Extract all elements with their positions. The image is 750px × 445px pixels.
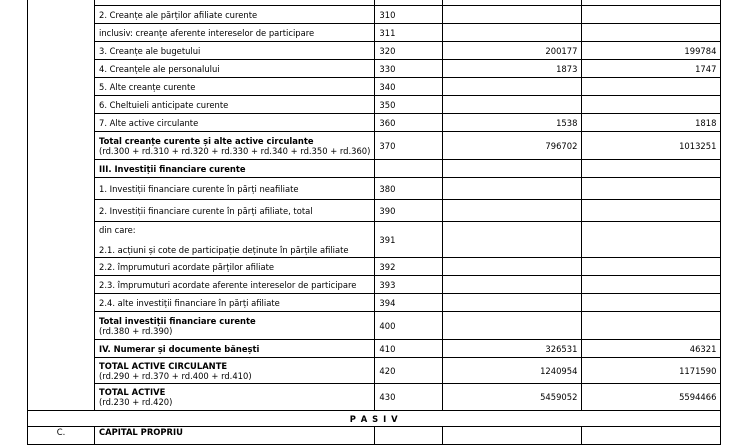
section-heading: CAPITAL PROPRIU bbox=[95, 427, 375, 445]
row-value-start bbox=[443, 96, 582, 114]
row-value-start bbox=[443, 200, 582, 222]
row-code: 330 bbox=[375, 60, 443, 78]
row-code: 420 bbox=[375, 358, 443, 384]
row-value-start: 1538 bbox=[443, 114, 582, 132]
row-value-end: 1747 bbox=[582, 60, 721, 78]
total-formula: (rd.300 + rd.310 + rd.320 + rd.330 + rd.340 + rd.350 + rd.360) bbox=[99, 145, 371, 156]
row-label: 1. Investiții financiare curente în părți neafiliate bbox=[95, 178, 375, 200]
row-code: 393 bbox=[375, 276, 443, 294]
section-letter: C. bbox=[28, 427, 95, 445]
row-value-end bbox=[582, 427, 721, 445]
row-value-end bbox=[582, 312, 721, 340]
row-value-start bbox=[443, 178, 582, 200]
row-value-start: 326531 bbox=[443, 340, 582, 358]
row-value-start: 796702 bbox=[443, 132, 582, 160]
row-code: 320 bbox=[375, 42, 443, 60]
row-label-detail: 2.1. acțiuni și cote de participație deținute în părțile afiliate bbox=[99, 244, 349, 255]
table-row bbox=[28, 222, 721, 258]
row-label: inclusiv: creanțe aferente intereselor de participare bbox=[95, 24, 375, 42]
row-value-end bbox=[582, 222, 721, 258]
pasiv-row bbox=[28, 411, 721, 427]
table-row bbox=[28, 78, 721, 96]
table-row-total bbox=[28, 312, 721, 340]
row-value-start bbox=[443, 276, 582, 294]
row-label: 2.2. împrumuturi acordate părților afiliate bbox=[95, 258, 375, 276]
table-row bbox=[28, 6, 721, 24]
row-label bbox=[95, 132, 375, 160]
row-value-end bbox=[582, 24, 721, 42]
table-row bbox=[28, 178, 721, 200]
row-label bbox=[95, 384, 375, 411]
row-code: 390 bbox=[375, 200, 443, 222]
row-value-end bbox=[582, 178, 721, 200]
row-value-start bbox=[443, 78, 582, 96]
section-heading: III. Investiții financiare curente bbox=[95, 160, 375, 178]
row-label-prefix: din care: bbox=[99, 224, 136, 235]
row-value-start: 1873 bbox=[443, 60, 582, 78]
row-code: 380 bbox=[375, 178, 443, 200]
row-value-start: 5459052 bbox=[443, 384, 582, 411]
row-value-start bbox=[443, 24, 582, 42]
total-label: TOTAL ACTIVE bbox=[99, 387, 166, 397]
table-row-section bbox=[28, 160, 721, 178]
row-code bbox=[375, 160, 443, 178]
table-row bbox=[28, 60, 721, 78]
row-value-end: 199784 bbox=[582, 42, 721, 60]
row-label bbox=[95, 312, 375, 340]
table-row-total bbox=[28, 132, 721, 160]
row-code: 311 bbox=[375, 24, 443, 42]
row-code: 310 bbox=[375, 6, 443, 24]
row-code: 391 bbox=[375, 222, 443, 258]
row-value-start bbox=[443, 294, 582, 312]
row-value-start: 200177 bbox=[443, 42, 582, 60]
row-value-end: 46321 bbox=[582, 340, 721, 358]
row-label: 5. Alte creanțe curente bbox=[95, 78, 375, 96]
row-label: 7. Alte active circulante bbox=[95, 114, 375, 132]
row-value-end bbox=[582, 78, 721, 96]
row-code: 394 bbox=[375, 294, 443, 312]
row-label: 2.3. împrumuturi acordate aferente intereselor de participare bbox=[95, 276, 375, 294]
row-code: 370 bbox=[375, 132, 443, 160]
row-label bbox=[95, 358, 375, 384]
row-code: 430 bbox=[375, 384, 443, 411]
row-label: 2.4. alte investiții financiare în părți afiliate bbox=[95, 294, 375, 312]
total-label: TOTAL ACTIVE CIRCULANTE bbox=[99, 360, 228, 371]
table-row-section bbox=[28, 340, 721, 358]
table-row bbox=[28, 200, 721, 222]
table-row-total bbox=[28, 358, 721, 384]
row-value-end bbox=[582, 96, 721, 114]
row-value-end bbox=[582, 276, 721, 294]
row-value-end bbox=[582, 160, 721, 178]
row-value-end: 5594466 bbox=[582, 384, 721, 411]
row-value-start bbox=[443, 160, 582, 178]
table-row bbox=[28, 96, 721, 114]
row-code bbox=[375, 427, 443, 445]
row-value-end: 1171590 bbox=[582, 358, 721, 384]
total-label: Total investiții financiare curente bbox=[99, 315, 256, 326]
row-value-end bbox=[582, 6, 721, 24]
row-label bbox=[95, 222, 375, 258]
row-code: 410 bbox=[375, 340, 443, 358]
row-value-end: 1013251 bbox=[582, 132, 721, 160]
row-value-start bbox=[443, 258, 582, 276]
row-label: 2. Investiții financiare curente în părți afiliate, total bbox=[95, 200, 375, 222]
row-label: 3. Creanțe ale bugetului bbox=[95, 42, 375, 60]
row-code: 360 bbox=[375, 114, 443, 132]
total-formula: (rd.380 + rd.390) bbox=[99, 325, 173, 336]
row-code: 392 bbox=[375, 258, 443, 276]
row-code: 350 bbox=[375, 96, 443, 114]
row-code: 340 bbox=[375, 78, 443, 96]
row-label: 6. Cheltuieli anticipate curente bbox=[95, 96, 375, 114]
row-value-end: 1818 bbox=[582, 114, 721, 132]
row-value-start: 1240954 bbox=[443, 358, 582, 384]
row-code: 400 bbox=[375, 312, 443, 340]
row-value-end bbox=[582, 294, 721, 312]
row-label: 2. Creanțe ale părților afiliate curente bbox=[95, 6, 375, 24]
total-label: Total creanțe curente și alte active circulante bbox=[99, 135, 314, 146]
section-heading: IV. Numerar și documente bănești bbox=[95, 340, 375, 358]
row-value-end bbox=[582, 200, 721, 222]
table-row-total bbox=[28, 384, 721, 411]
row-value-start bbox=[443, 312, 582, 340]
table-row bbox=[28, 114, 721, 132]
total-formula: (rd.230 + rd.420) bbox=[99, 397, 173, 407]
section-column bbox=[28, 0, 95, 411]
row-label: 4. Creanțele ale personalului bbox=[95, 60, 375, 78]
balance-sheet-table bbox=[27, 0, 721, 445]
pasiv-heading: P A S I V bbox=[28, 411, 721, 427]
table-row bbox=[28, 294, 721, 312]
table-row bbox=[28, 24, 721, 42]
row-value-start bbox=[443, 427, 582, 445]
total-formula: (rd.290 + rd.370 + rd.400 + rd.410) bbox=[99, 370, 252, 381]
table-row bbox=[28, 42, 721, 60]
table-row-section bbox=[28, 427, 721, 445]
table-row bbox=[28, 276, 721, 294]
row-value-start bbox=[443, 6, 582, 24]
row-value-start bbox=[443, 222, 582, 258]
row-value-end bbox=[582, 258, 721, 276]
table-row bbox=[28, 258, 721, 276]
